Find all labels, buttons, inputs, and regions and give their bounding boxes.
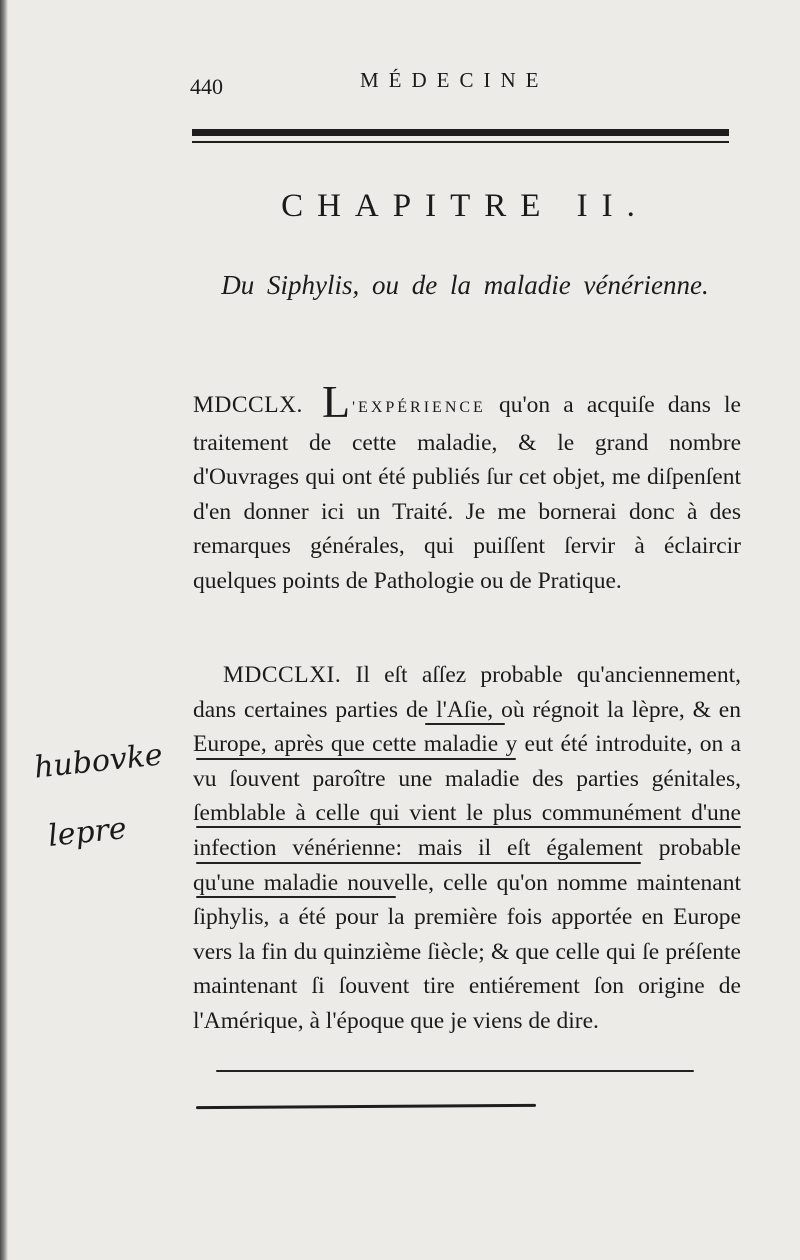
paragraph-text: qu'on a acquiſe dans le traitement de cette maladie, & le grand nombre d'Ouvrages qui ont été publiés ſur cet objet, me diſpenſent d'en donner ici un Traité. Je me bornerai donc à des remarques générales, qui puiſſent ſervir à éclaircir quelques points de Pathologie ou de Pratique. <box>193 392 741 594</box>
header-rule-thick <box>192 129 729 136</box>
handwritten-underline <box>196 896 396 898</box>
handwritten-underline <box>425 723 505 725</box>
margin-note: lepre <box>46 810 129 855</box>
page-number: 440 <box>190 74 223 99</box>
paragraph-number: MDCCLX. <box>193 392 303 418</box>
page-gutter-shadow <box>0 0 8 1260</box>
handwritten-underline <box>196 862 641 864</box>
closing-pen-stroke <box>196 1104 536 1109</box>
handwritten-underline <box>196 758 516 760</box>
handwritten-underline <box>216 1070 694 1072</box>
paragraph-mdcclx <box>193 376 741 599</box>
chapter-subtitle: Du Siphylis, ou de la maladie vénérienne. <box>221 270 709 300</box>
header-rule-thin <box>192 141 729 143</box>
paragraph-text: Il eſt aſſez probable qu'anciennement, dans certaines parties de l'Aſie, où régnoit la lèpre, & en Europe, après que cette maladie y eut été introduite, on a vu ſouvent paroître une maladie des parties génitales, ſemblable à celle qui vient le plus communément d'une infection vénérienne: mais il eſt également probable qu'une maladie nouvelle, celle qu'on nomme maintenant ſiphylis, a été pour la première fois apportée en Europe vers la fin du quinzième ſiècle; & que celle qui ſe préſente maintenant ſi ſouvent tire entiérement ſon origine de l'Amérique, à l'époque que je viens de dire. <box>193 662 741 1034</box>
margin-note: hubovke <box>32 737 165 786</box>
drop-cap: L <box>322 376 351 427</box>
running-head: MÉDECINE <box>360 68 549 92</box>
paragraph-mdcclxi <box>193 658 741 1039</box>
paragraph-number: MDCCLXI. <box>223 662 342 688</box>
handwritten-underline <box>196 826 741 828</box>
chapter-heading: CHAPITRE II. <box>281 188 649 224</box>
paragraph-lead: 'EXPÉRIENCE <box>352 399 486 416</box>
